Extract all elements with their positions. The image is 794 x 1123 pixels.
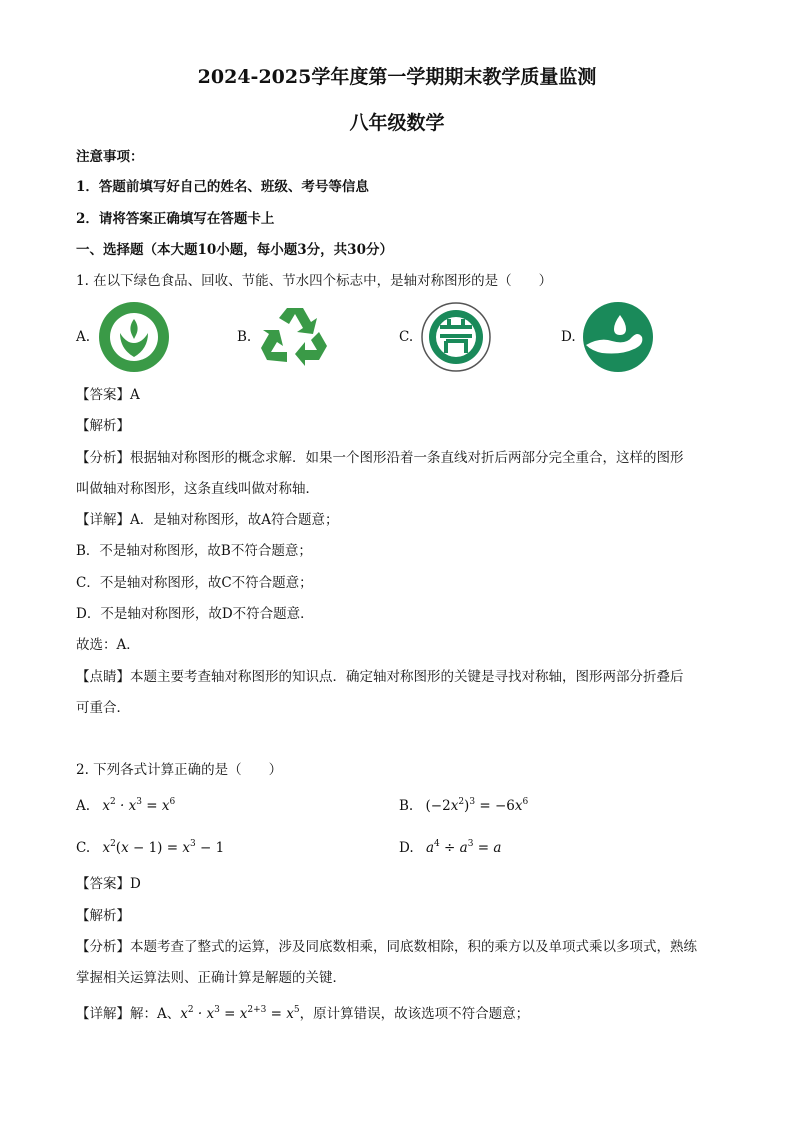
- q2-option-d-formula: $a^4 \div a^3 = a$: [425, 839, 502, 856]
- q2-detail-formula: $x^2 \cdot x^3 = x^{2+3} = x^5$: [180, 1005, 300, 1022]
- recycle-logo-icon: [259, 302, 331, 372]
- option-c-label: C.: [399, 329, 414, 345]
- q1-point-line-2: 可重合．: [76, 700, 130, 716]
- q1-detail-c: C．不是轴对称图形，故C不符合题意；: [76, 575, 313, 591]
- q2-analysis-line-2: 掌握相关运算法则、正确计算是解题的关键．: [76, 970, 346, 986]
- q2-detail-prefix: 【详解】解：A、: [76, 1006, 181, 1022]
- q2-option-c-formula: $x^2(x - 1) = x^3 - 1$: [102, 839, 225, 856]
- notes-heading: 注意事项：: [76, 149, 144, 165]
- option-d-label: D.: [561, 329, 576, 345]
- q2-option-b-label: B.: [399, 798, 414, 814]
- q1-answer: 【答案】A: [76, 387, 140, 403]
- q1-detail-d: D．不是轴对称图形，故D不符合题意．: [76, 606, 314, 622]
- q2-option-d-label: D.: [399, 840, 414, 856]
- q2-option-a-label: A.: [76, 798, 91, 814]
- water-saving-logo-icon: [582, 301, 654, 373]
- q2-detail-suffix: ，原计算错误，故该选项不符合题意；: [299, 1006, 530, 1022]
- q1-analysis-line-2: 叫做轴对称图形，这条直线叫做对称轴．: [76, 481, 319, 497]
- green-food-logo-icon: [98, 301, 170, 373]
- q1-detail-b: B．不是轴对称图形，故B不符合题意；: [76, 543, 312, 559]
- q2-option-c: [76, 838, 224, 858]
- question-2-stem: 2. 下列各式计算正确的是（ ）: [76, 762, 283, 778]
- q1-jiexi: 【解析】: [76, 418, 130, 434]
- q2-option-b-formula: $(-2x^2)^3 = -6x^6$: [425, 797, 529, 814]
- note-item-1: 1．答题前填写好自己的姓名、班级、考号等信息: [76, 179, 369, 195]
- exam-subtitle: 八年级数学: [349, 112, 445, 134]
- q2-option-b: [399, 796, 528, 816]
- section-heading: 一、选择题（本大题10小题，每小题3分，共30分）: [76, 242, 393, 258]
- q2-jiexi: 【解析】: [76, 908, 130, 924]
- energy-saving-logo-icon: [420, 301, 492, 373]
- q2-option-d: [399, 838, 501, 858]
- option-b-label: B.: [237, 329, 252, 345]
- q2-option-a: [76, 796, 175, 816]
- q1-detail-a: 【详解】A．是轴对称图形，故A符合题意；: [76, 512, 339, 528]
- q2-detail-a: [76, 1004, 529, 1024]
- exam-title: 2024-2025学年度第一学期期末教学质量监测: [197, 66, 597, 88]
- q2-answer: 【答案】D: [76, 876, 141, 892]
- q1-analysis-line-1: 【分析】根据轴对称图形的概念求解．如果一个图形沿着一条直线对折后两部分完全重合，这样的图形: [76, 450, 684, 466]
- note-item-2: 2．请将答案正确填写在答题卡上: [76, 211, 275, 227]
- q2-option-a-formula: $x^2 \cdot x^3 = x^6$: [102, 797, 176, 814]
- option-a-label: A.: [76, 329, 91, 345]
- q1-point-line-1: 【点睛】本题主要考查轴对称图形的知识点．确定轴对称图形的关键是寻找对称轴，图形两部分折叠后: [76, 669, 684, 685]
- q2-option-c-label: C.: [76, 840, 91, 856]
- question-1-stem: 1. 在以下绿色食品、回收、节能、节水四个标志中，是轴对称图形的是（ ）: [76, 273, 553, 289]
- q1-choose: 故选：A．: [76, 637, 140, 653]
- q2-analysis-line-1: 【分析】本题考查了整式的运算，涉及同底数相乘，同底数相除，积的乘方以及单项式乘以多项式，熟练: [76, 939, 697, 955]
